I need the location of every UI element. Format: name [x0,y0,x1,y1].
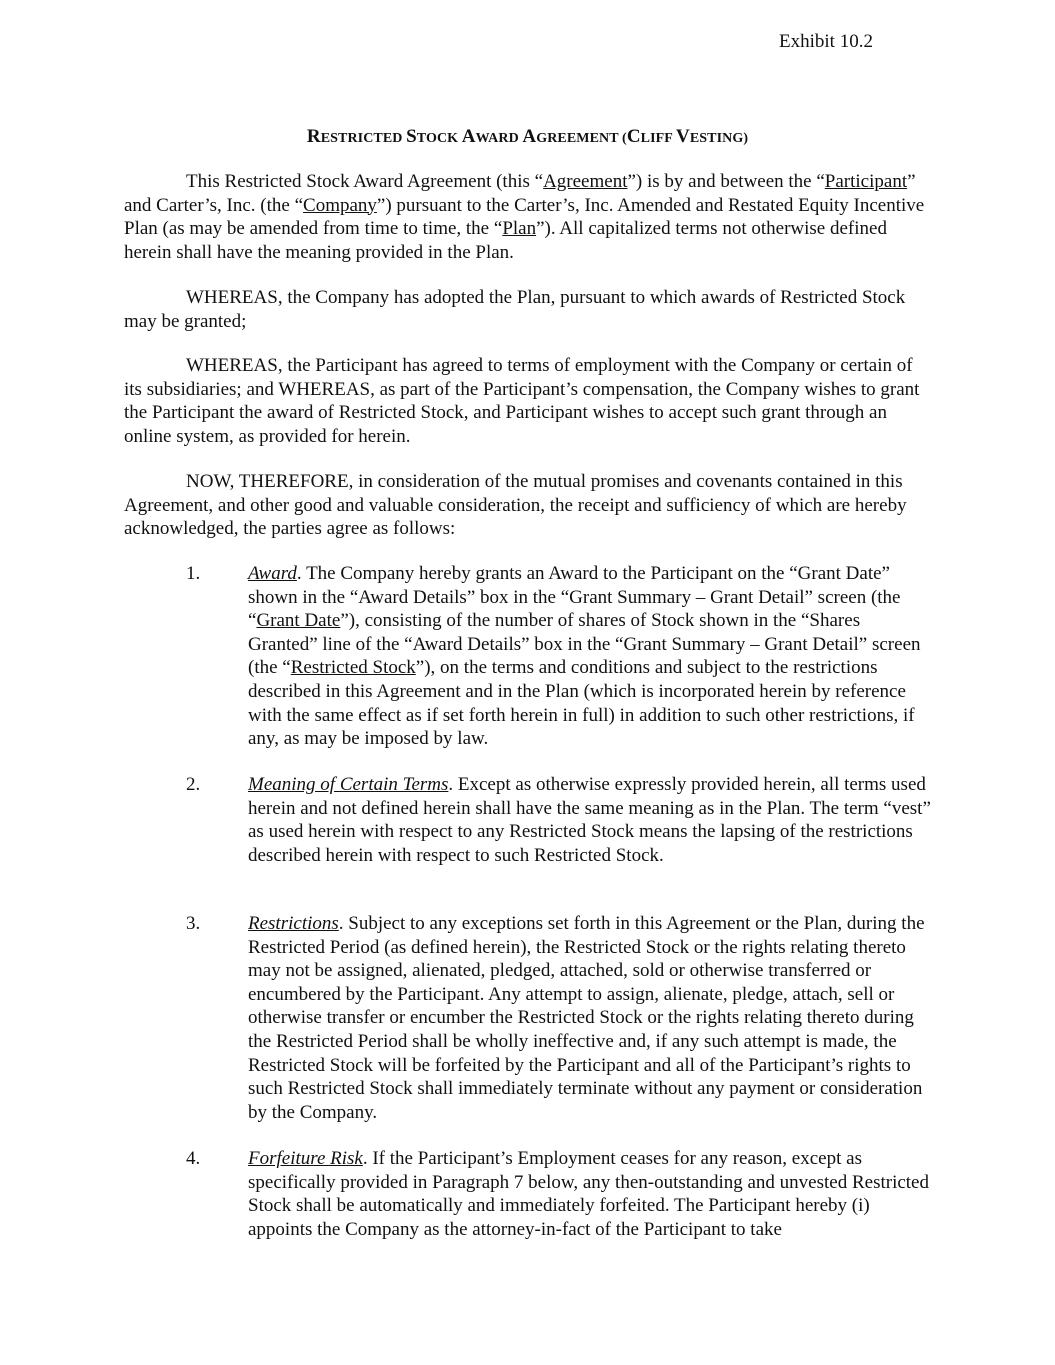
title-fragment: ESTING) [689,131,749,146]
whereas-paragraph-2 [124,354,934,448]
title-letter: S [406,126,417,147]
defined-term-restricted-stock: Restricted Stock [290,657,416,679]
section-heading: Meaning of Certain Terms [248,774,449,795]
whereas-text: WHEREAS, the Company has adopted the Plan, pursuant to which awards of Restricted Stock may be granted; [124,287,906,332]
section-heading: Award [248,563,297,584]
section-body [248,912,933,1124]
exhibit-label: Exhibit 10.2 [779,31,873,52]
title-fragment: ESTRICTED [320,131,407,146]
section-text: . If the Participant’s Employment ceases for any reason, except as specifically provided in Paragraph 7 below, any then-outstanding and unvested Restricted Stock shall be automatically and immediately forfeited. The Participant hereby (i) appoints the Company as the attorney-in-fact of the Participant to take [248,1148,929,1240]
section-number: 1. [186,563,201,584]
intro-text: ”). All capitalized terms not otherwise defined herein shall have the meaning provided in the Plan. [124,218,887,263]
intro-text: This Restricted Stock Award Agreement (this “ [186,171,544,192]
title-letter: R [306,126,321,147]
title-fragment: WARD [475,131,523,146]
section-text: . Except as otherwise expressly provided herein, all terms used herein and not defined herein shall have the same meaning as in the Plan. The term “vest” as used herein with respect to any Restricted Stock means the lapsing of the restrictions described herein with respect to such Restricted Stock. [248,774,931,866]
title-letter: V [676,126,690,147]
defined-term-grant-date: Grant Date [256,610,341,632]
section-heading: Restrictions [248,913,339,934]
now-therefore-text: NOW, THEREFORE, in consideration of the mutual promises and covenants contained in this Agreement, and other good and valuable consideration, the receipt and sufficiency of which are hereby acknowledged, the parties agree as follows: [124,471,907,540]
defined-term-agreement: Agreement [543,171,628,192]
agreement-title [0,125,1055,151]
whereas-paragraph-1 [124,286,934,333]
section-text: ”), consisting of the number of shares of Stock shown in the “Shares Granted” line of the “Award Details” box in the “Grant Summary – Grant Detail” screen (the “ [248,610,921,679]
defined-term-plan: Plan [502,218,537,240]
section-text: . The Company hereby grants an Award to the Participant on the “Grant Date” shown in the “Award Details” box in the “Grant Summary – Grant Detail” screen (the “ [248,563,901,632]
intro-paragraph [124,170,934,264]
section-body [248,1147,933,1241]
section-number: 3. [186,913,201,934]
title-letter: C [626,126,641,147]
intro-text: ”) is by and between the “ [627,171,825,192]
section-text: ”), on the terms and conditions and subject to the restrictions described in this Agreement and in the Plan (which is incorporated herein by reference with the same effect as if set forth herein in full) in addition to such other restrictions, if any, as may be imposed by law. [248,657,915,750]
section-heading: Forfeiture Risk [248,1148,363,1169]
defined-term-company: Company [303,194,377,216]
intro-text: ”) pursuant to the Carter’s, Inc. Amended and Restated Equity Incentive Plan (as may be amended from time to time, the “ [124,194,925,240]
title-letter: A [522,126,537,147]
section-text: . Subject to any exceptions set forth in this Agreement or the Plan, during the Restricted Period (as defined herein), the Restricted Stock or the rights relating thereto may not be assigned, alienated, pledged, attached, sold or otherwise transferred or encumbered by the Participant. Any attempt to assign, alienate, pledge, attach, sell or otherwise transfer or encumber the Restricted Stock or the rights relating thereto during the Restricted Period shall be wholly ineffective and, if any such attempt is made, the Restricted Stock will be forfeited by the Participant and all of the Participant’s rights to such Restricted Stock shall immediately terminate without any payment or consideration by the Company. [248,913,925,1123]
whereas-text: WHEREAS, the Participant has agreed to terms of employment with the Company or certain of its subsidiaries; and WHEREAS, as part of the Participant’s compensation, the Company wishes to grant the Participant the award of Restricted Stock, and Participant wishes to accept such grant through an online system, as provided for herein. [124,355,920,447]
section-body [248,773,933,867]
title-fragment: LIFF [640,131,677,146]
title-letter: A [461,126,476,147]
title-fragment: TOCK [416,131,462,146]
title-fragment: GREEMENT ( [536,131,627,146]
defined-term-participant: Participant [824,171,908,192]
section-number: 4. [186,1148,201,1169]
now-therefore-paragraph [124,470,934,541]
intro-text: ” and Carter’s, Inc. (the “ [124,171,916,216]
section-body [248,562,933,751]
section-number: 2. [186,774,201,795]
